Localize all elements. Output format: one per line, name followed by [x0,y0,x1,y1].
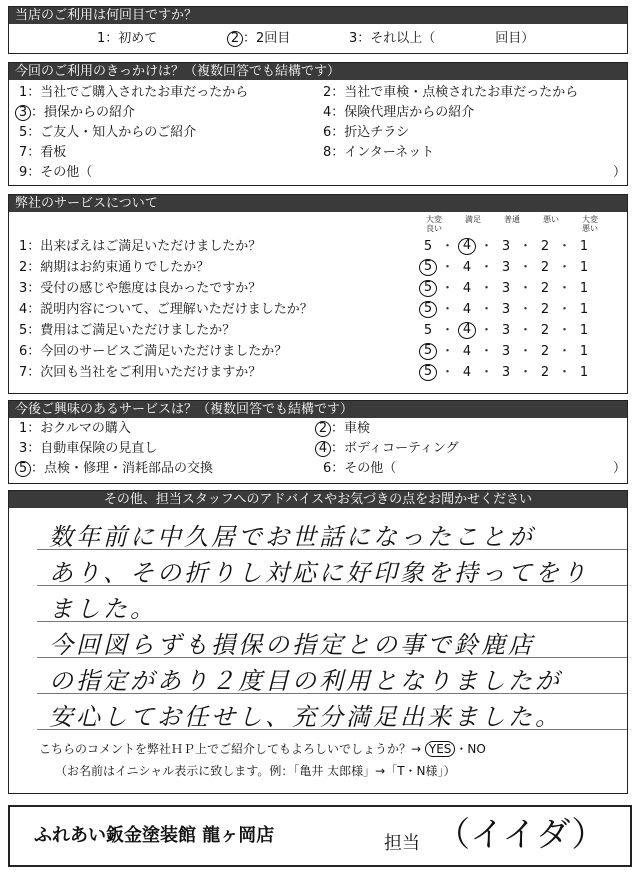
q2-option-4[interactable]: 4：保険代理店からの紹介 [323,105,475,120]
q4-option-2-circle: 2 [315,421,331,437]
q3-section [8,194,628,394]
q2-option-9-close: ） [613,165,627,180]
q3-rating-separator: ・ [480,344,494,359]
q1-title: 当店のご利用は何回目ですか？ [9,7,627,24]
q3-rating-option[interactable]: 1 [579,323,589,338]
q4-option-6-close: ） [613,461,627,476]
comment-rule [37,693,627,694]
q3-rating-selected[interactable]: 4 [458,322,476,339]
comment-rule [37,549,627,550]
q3-rating-option[interactable]: 4 [462,365,472,380]
q3-rating-separator: ・ [441,239,455,254]
q3-title: 弊社のサービスについて [9,195,627,212]
consent-yes[interactable]: YES [425,741,456,757]
q3-rating-separator: ・ [558,281,572,296]
q3-rating-selected[interactable]: 5 [419,280,437,297]
consent-no[interactable]: ・NO [455,742,486,756]
q1-option-1[interactable]: 1：初めて [97,31,158,46]
q3-rating-separator: ・ [480,323,494,338]
q3-rating-separator: ・ [558,344,572,359]
q3-rating-option[interactable]: 5 [423,239,433,254]
comment-rule [37,657,627,658]
q3-rating-option[interactable]: 2 [540,302,550,317]
q3-rating-option[interactable]: 3 [501,365,511,380]
comment-rule [37,621,627,622]
q3-rating-option[interactable]: 2 [540,365,550,380]
q1-option-2-label: ：2回目 [243,31,291,46]
q4-option-5-label: ：点検・修理・消耗部品の交換 [31,461,214,476]
q3-question: 5：費用はご満足いただけましたか？ [19,323,236,338]
q3-question: 4：説明内容について、ご理解いただけましたか？ [19,302,313,317]
comment-line: あり、その折りし対応に好印象を持ってをり [49,559,589,587]
q3-rating-option[interactable]: 4 [462,344,472,359]
q2-option-8[interactable]: 8：インターネット [323,145,435,160]
q4-option-1[interactable]: 1：おクルマの購入 [19,421,131,436]
q2-title: 今回のご利用のきっかけは？（複数回答でも結構です） [9,63,627,80]
q3-rating-separator: ・ [480,281,494,296]
q3-rating-option[interactable]: 1 [579,281,589,296]
q3-rating-option[interactable]: 1 [579,260,589,275]
q3-rating-separator: ・ [558,323,572,338]
q2-option-5[interactable]: 5：ご友人・知人からのご紹介 [19,125,197,140]
q3-rating-option[interactable]: 1 [579,344,589,359]
q2-option-2[interactable]: 2：当社で車検・点検されたお車だったから [323,85,579,100]
q3-rating-separator: ・ [519,323,533,338]
q3-rating-option[interactable]: 1 [579,302,589,317]
q3-rating-separator: ・ [480,365,494,380]
q3-rating-separator: ・ [480,239,494,254]
q2-option-6[interactable]: 6：折込チラシ [323,125,410,140]
q3-question: 3：受付の感じや態度は良かったですか？ [19,281,262,296]
q4-option-6[interactable]: 6：その他（ [323,461,397,476]
q3-rating-option[interactable]: 2 [540,260,550,275]
q3-rating-option[interactable]: 4 [462,281,472,296]
q1-option-3-label: 3：それ以上（ [349,31,436,46]
q3-rating-option[interactable]: 3 [501,344,511,359]
q3-rating-separator: ・ [558,365,572,380]
q4-option-2[interactable] [315,421,370,437]
shop-name: ふれあい鈑金塗装館 龍ヶ岡店 [34,825,275,846]
q4-option-4[interactable] [315,441,459,457]
q3-question: 2：納期はお約束通りでしたか？ [19,260,210,275]
comment-rule [37,585,627,586]
q1-option-3-tail: 回目） [495,31,535,46]
q4-option-4-circle: 4 [315,441,331,457]
consent-text: こちらのコメントを弊社ＨＰ上でご紹介してもよろしいでしょうか？→ [39,742,422,756]
q2-option-3-label: ：損保からの紹介 [31,105,136,120]
q3-rating-separator: ・ [441,365,455,380]
q3-column-header: 悪い [543,215,559,224]
staff-name: （イイダ） [436,815,606,855]
q3-rating-separator: ・ [519,281,533,296]
q3-rating-option[interactable]: 4 [462,302,472,317]
q1-section [8,6,628,54]
q3-rating-selected[interactable]: 4 [458,238,476,255]
q3-rating-separator: ・ [441,323,455,338]
q3-rating-selected[interactable]: 5 [419,343,437,360]
q3-column-header: 大変 良い [426,215,442,233]
q2-option-3-circle: 3 [15,105,31,121]
q4-option-3[interactable]: 3：自動車保険の見直し [19,441,158,456]
q3-rating-option[interactable]: 2 [540,323,550,338]
q3-rating-selected[interactable]: 5 [419,301,437,318]
q3-rating-option[interactable]: 4 [462,260,472,275]
q1-option-3[interactable] [349,31,534,47]
q3-rating-separator: ・ [480,260,494,275]
q4-section [8,400,628,484]
q4-option-5[interactable] [15,461,213,477]
q3-rating-selected[interactable]: 5 [419,259,437,276]
q4-option-2-label: ：車検 [331,421,371,436]
q2-option-1[interactable]: 1：当社でご購入されたお車だったから [19,85,249,100]
q3-rating-option[interactable]: 2 [540,281,550,296]
q3-rating-separator: ・ [519,344,533,359]
q3-rating-option[interactable]: 1 [579,365,589,380]
q3-rating-selected[interactable]: 5 [419,364,437,381]
q3-rating-separator: ・ [558,239,572,254]
q4-option-5-circle: 5 [15,461,31,477]
q3-question: 1：出来ばえはご満足いただけましたか？ [19,239,262,254]
comment-line: 数年前に中久居でお世話になったことが [49,523,535,551]
q3-rating-option[interactable]: 2 [540,239,550,254]
q3-rating-option[interactable]: 3 [501,260,511,275]
q3-rating-separator: ・ [480,302,494,317]
q4-title: 今後ご興味のあるサービスは？（複数回答でも結構です） [9,401,627,418]
comment-line: 今回図らずも損保の指定との事で鈴鹿店 [49,631,535,659]
q1-option-2[interactable] [227,31,290,47]
q3-question: 6：今回のサービスご満足いただけましたか？ [19,344,288,359]
consent-note: （お名前はイニシャル表示に致します。例：「亀井 太郎様」→「T・N様」） [55,764,456,778]
q2-section [8,62,628,186]
q3-rating-option[interactable]: 5 [423,323,433,338]
q3-rating-option[interactable]: 3 [501,302,511,317]
comment-line: 安心してお任せし、充分満足出来ました。 [49,703,562,731]
q2-option-7[interactable]: 7：看板 [19,145,67,160]
q3-rating-separator: ・ [441,281,455,296]
q3-column-header: 普通 [504,215,520,224]
consent-question [39,741,486,757]
comment-rule [37,729,627,730]
q3-rating-separator: ・ [519,239,533,254]
q3-rating-option[interactable]: 1 [579,239,589,254]
q3-rating-option[interactable]: 3 [501,281,511,296]
q3-rating-separator: ・ [519,260,533,275]
footer-box [8,805,632,867]
q3-rating-separator: ・ [558,260,572,275]
q3-column-header: 満足 [465,215,481,224]
q3-rating-option[interactable]: 3 [501,323,511,338]
q3-rating-separator: ・ [558,302,572,317]
q5-section [8,490,628,794]
q2-option-9[interactable]: 9：その他（ [19,165,93,180]
q3-column-header: 大変 悪い [582,215,598,233]
staff-label: 担当 [384,833,420,854]
comment-line: ました。 [49,595,157,623]
q3-rating-option[interactable]: 3 [501,239,511,254]
q1-option-2-circle: 2 [227,31,243,47]
q3-rating-separator: ・ [441,302,455,317]
q3-question: 7：次回も当社をご利用いただけますか？ [19,365,262,380]
q5-title: その他、担当スタッフへのアドバイスやお気づきの点をお聞かせください [9,491,627,508]
q3-rating-separator: ・ [441,344,455,359]
q3-rating-separator: ・ [441,260,455,275]
q3-rating-separator: ・ [519,365,533,380]
q3-rating-option[interactable]: 2 [540,344,550,359]
q3-rating-separator: ・ [519,302,533,317]
q4-option-4-label: ：ボディコーティング [331,441,459,456]
q2-option-3[interactable] [15,105,135,121]
comment-line: の指定があり２度目の利用となりましたが [49,667,562,695]
